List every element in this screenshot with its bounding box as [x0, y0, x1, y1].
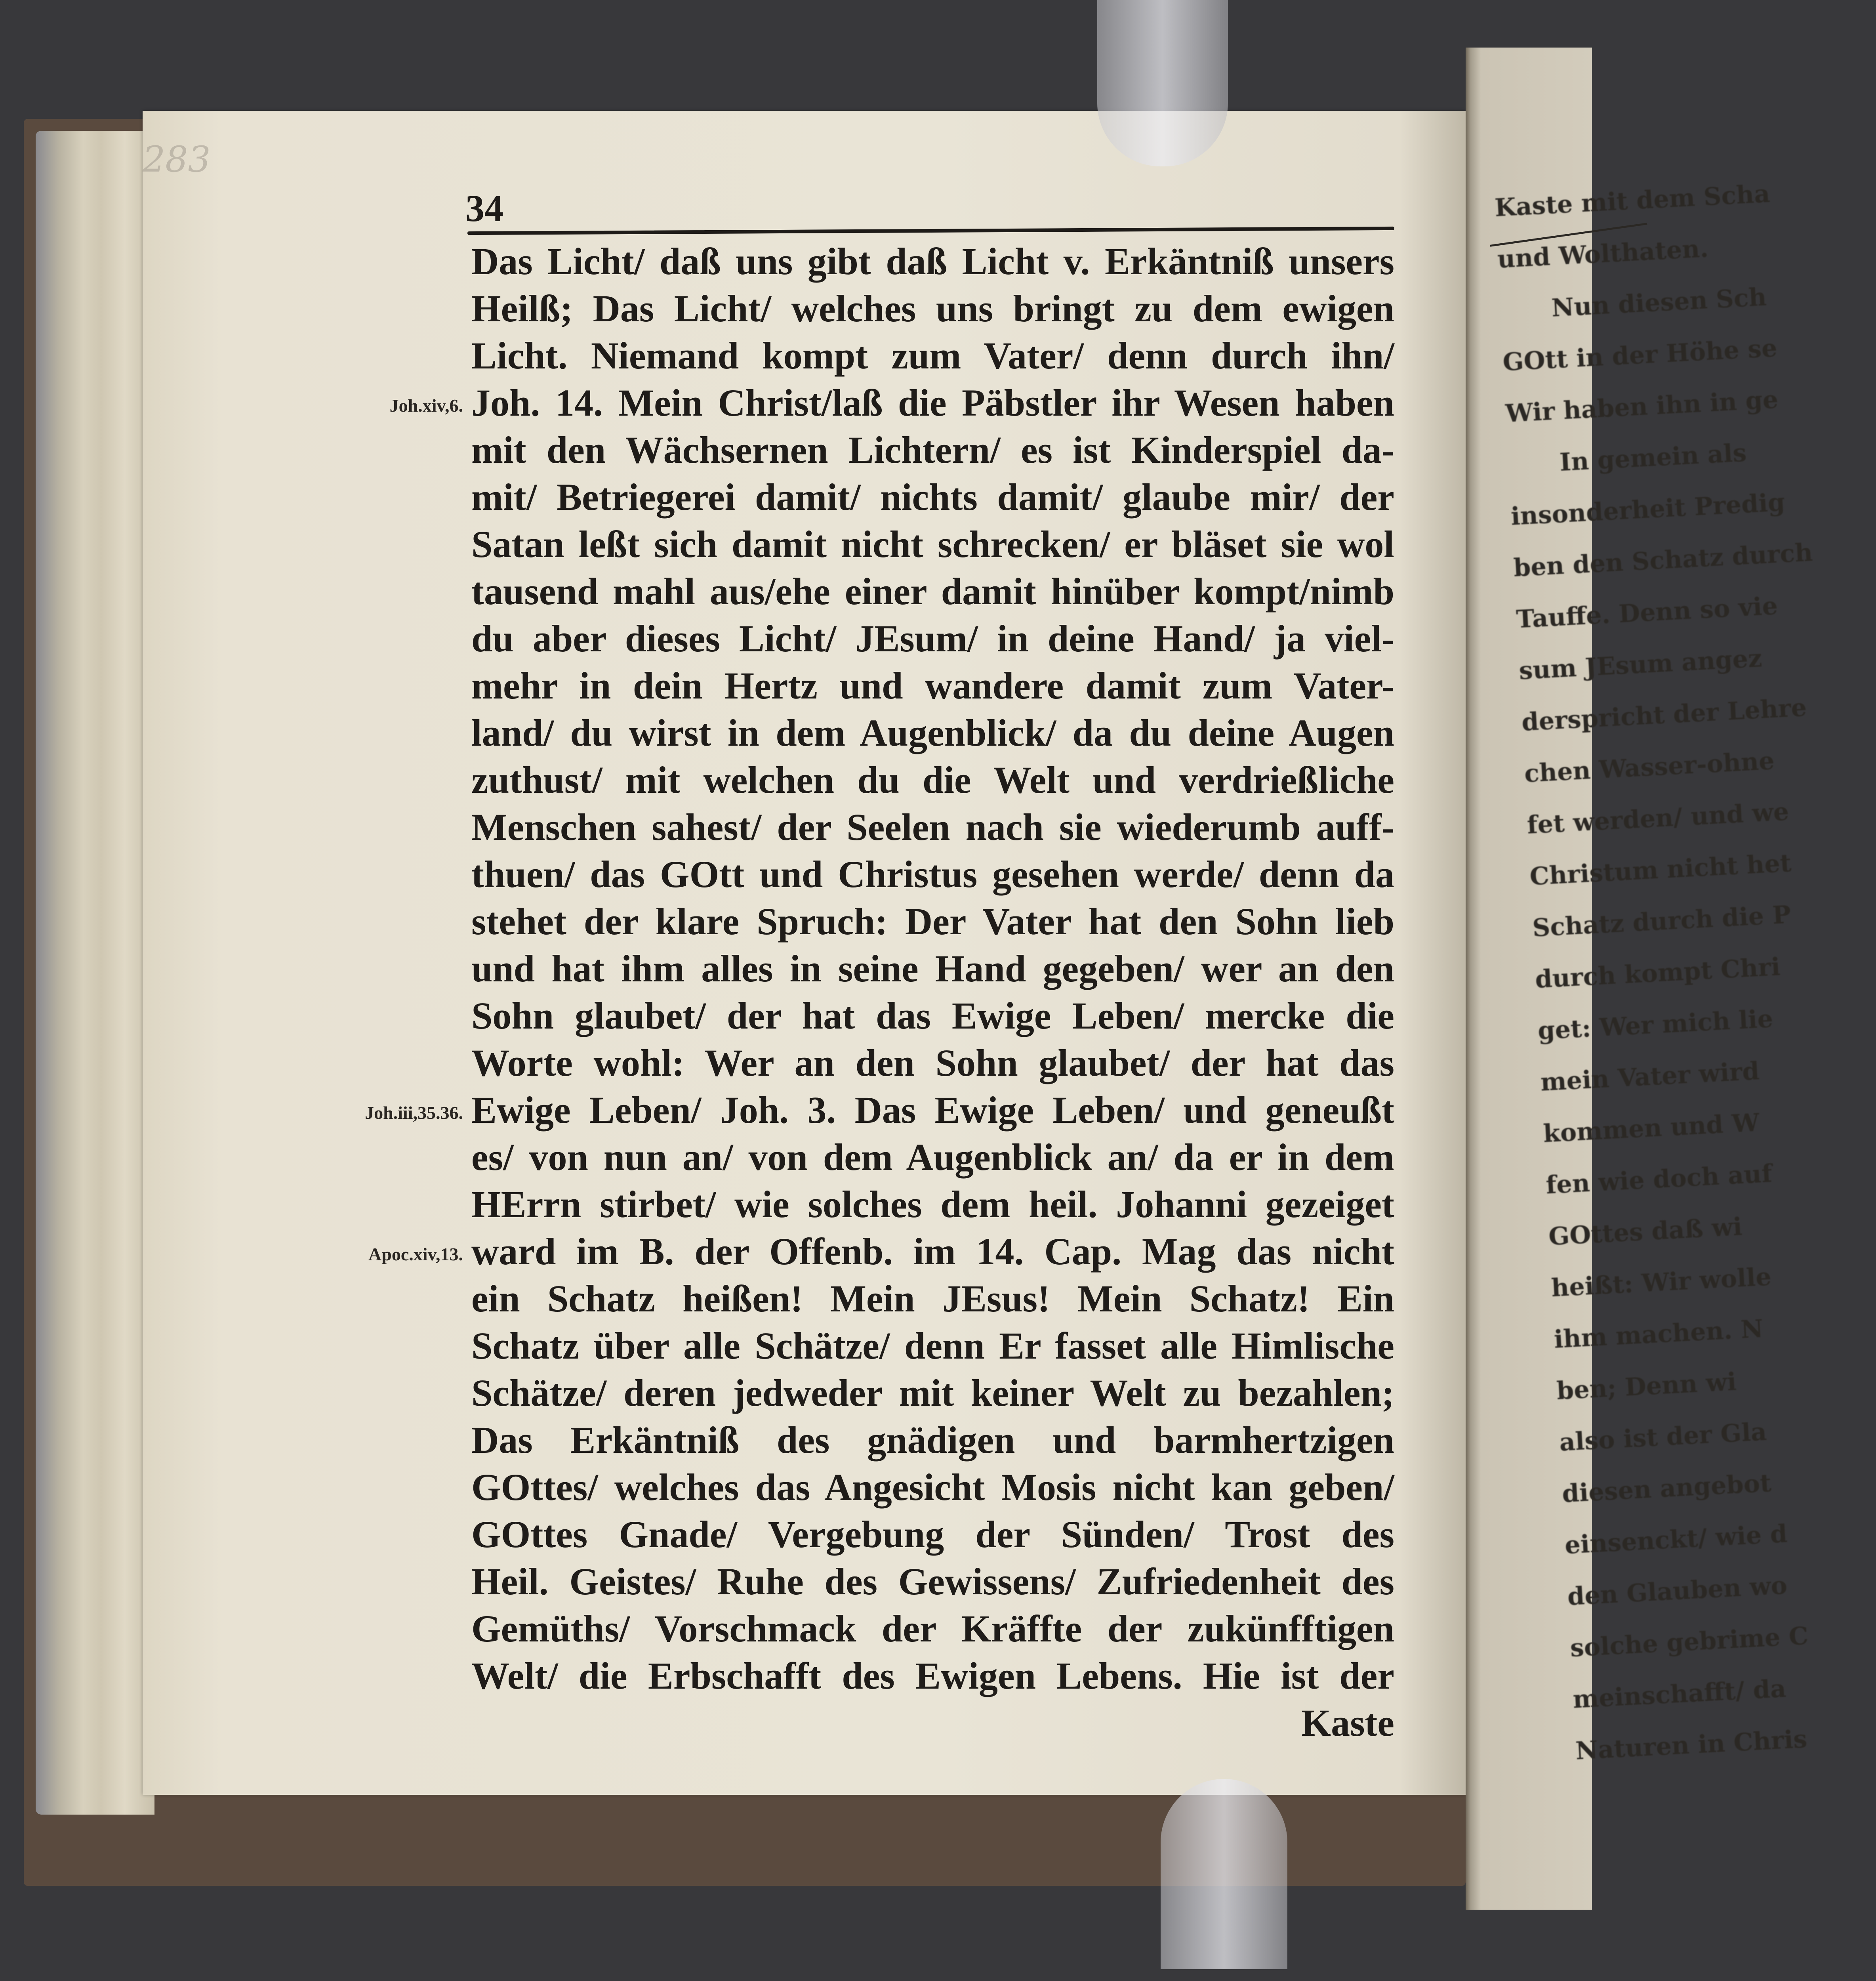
text-line: land/ du wirst in dem Augenblick/ da du deine Augen — [471, 712, 1394, 754]
facing-text-line: diesen angebot — [1561, 1468, 1772, 1508]
facing-text-line: Tauffe. Denn so vie — [1515, 591, 1779, 634]
text-line: Menschen sahest/ der Seelen nach sie wiederumb auff- — [471, 806, 1394, 848]
text-line: ein Schatz heißen! Mein JEsus! Mein Schatz! Ein — [471, 1277, 1394, 1320]
text-line: Heilß; Das Licht/ welches uns bringt zu dem ewigen — [471, 287, 1394, 330]
text-line: HErrn stirbet/ wie solches dem heil. Johanni gezeiget — [471, 1183, 1394, 1225]
facing-text-line: also ist der Gla — [1558, 1417, 1767, 1457]
facing-text-line: insonderheit Predig — [1510, 487, 1786, 531]
facing-text-line: fen wie doch auf — [1545, 1158, 1773, 1200]
text-line: du aber dieses Licht/ JEsum/ in deine Hand/ ja viel- — [471, 617, 1394, 660]
text-line: Schatz über alle Schätze/ denn Er fasset alle Himlische — [471, 1324, 1394, 1367]
facing-text-line: und Wolthaten. — [1497, 233, 1709, 274]
facing-text-line: ben; Denn wi — [1556, 1367, 1737, 1405]
text-line: GOttes Gnade/ Vergebung der Sünden/ Trost des — [471, 1513, 1394, 1555]
text-line: Satan leßt sich damit nicht schrecken/ er bläset sie wol — [471, 523, 1394, 565]
text-line: Das Erkäntniß des gnädigen und barmhertzigen — [471, 1419, 1394, 1461]
facing-text-line: ben den Schatz durch — [1513, 538, 1813, 582]
facing-text-line: Nun diesen Sch — [1550, 282, 1767, 323]
text-line: thuen/ das GOtt und Christus gesehen werde/ denn da — [471, 853, 1394, 895]
facing-text-line: GOtt in der Höhe se — [1502, 333, 1778, 377]
text-line: Schätze/ deren jedweder mit keiner Welt zu bezahlen; — [471, 1372, 1394, 1414]
facing-text-line: get: Wer mich lie — [1537, 1004, 1774, 1046]
text-line: Sohn glaubet/ der hat das Ewige Leben/ mercke die — [471, 994, 1394, 1037]
text-line: mit/ Betriegerei damit/ nichts damit/ glaube mir/ der — [471, 476, 1394, 518]
facing-text-line: mein Vater wird — [1540, 1056, 1760, 1097]
page-edges — [36, 131, 154, 1815]
text-line: Ewige Leben/ Joh. 3. Das Ewige Leben/ und geneußt — [471, 1089, 1394, 1131]
facing-text-line: Wir haben ihn in ge — [1504, 385, 1779, 428]
text-line: es/ von nun an/ von dem Augenblick an/ da er in dem — [471, 1136, 1394, 1178]
facing-text-line: In gemein als — [1559, 438, 1747, 477]
text-line: Worte wohl: Wer an den Sohn glaubet/ der hat das — [471, 1042, 1394, 1084]
text-line: Joh. 14. Mein Christ/laß die Päbstler ihr Wesen haben — [471, 382, 1394, 424]
handwritten-folio-note: 283 — [143, 139, 211, 180]
text-line: Das Licht/ daß uns gibt daß Licht v. Erkäntniß unsers — [471, 240, 1394, 282]
text-line: mehr in dein Hertz und wandere damit zum Vater- — [471, 664, 1394, 707]
facing-text-line: meinschafft/ da — [1572, 1674, 1787, 1714]
text-line: tausend mahl aus/ehe einer damit hinüber kompt/nimb — [471, 570, 1394, 613]
text-line: Heil. Geistes/ Ruhe des Gewissens/ Zufriedenheit des — [471, 1560, 1394, 1603]
margin-note: Apoc.xiv,13. — [368, 1244, 463, 1264]
catchword: Kaste — [1301, 1702, 1394, 1744]
margin-note: Joh.xiv,6. — [389, 395, 463, 416]
facing-text-line: derspricht der Lehre — [1521, 693, 1807, 737]
facing-text-line: ihm machen. N — [1553, 1314, 1764, 1354]
facing-text-line: Naturen in Chris — [1575, 1724, 1808, 1765]
text-line: ward im B. der Offenb. im 14. Cap. Mag das nicht — [471, 1230, 1394, 1273]
facing-text-line: einsenckt/ wie d — [1564, 1519, 1788, 1560]
facing-text-line: den Glauben wo — [1567, 1571, 1788, 1611]
text-line: zuthust/ mit welchen du die Welt und verdrießliche — [471, 759, 1394, 801]
facing-text-line: solche gebrime C — [1569, 1621, 1809, 1662]
page-clip-top — [1097, 0, 1228, 166]
text-line: Licht. Niemand kompt zum Vater/ denn durch ihn/ — [471, 334, 1394, 377]
facing-text-line: heißt: Wir wolle — [1550, 1262, 1772, 1303]
facing-text-line: kommen und W — [1542, 1108, 1760, 1148]
text-line: mit den Wächsernen Lichtern/ es ist Kinderspiel da- — [471, 429, 1394, 471]
facing-text-line: durch kompt Chri — [1534, 952, 1781, 994]
facing-text-line: Kaste mit dem Scha — [1494, 179, 1771, 222]
text-line: Gemüths/ Vorschmack der Kräffte der zukünfftigen — [471, 1607, 1394, 1650]
text-line: Welt/ die Erbschafft des Ewigen Lebens. Hie ist der — [471, 1655, 1394, 1697]
page-clip-bottom — [1161, 1779, 1287, 1969]
facing-text-line: fet werden/ und we — [1526, 797, 1790, 840]
body-text — [471, 238, 1394, 1746]
text-line: GOttes/ welches das Angesicht Mosis nicht kan geben/ — [471, 1466, 1394, 1508]
facing-page-text — [1493, 170, 1814, 1777]
text-line: stehet der klare Spruch: Der Vater hat den Sohn lieb — [471, 900, 1394, 943]
facing-text-line: sum JEsum angez — [1518, 643, 1763, 685]
facing-text-line: Schatz durch die P — [1531, 900, 1792, 943]
facing-page — [1466, 48, 1813, 1910]
facing-text-line: chen Wasser-ohne — [1523, 746, 1775, 788]
facing-text-line: Christum nicht het — [1529, 848, 1792, 891]
page-number: 34 — [465, 187, 503, 229]
text-line: und hat ihm alles in seine Hand gegeben/ wer an den — [471, 947, 1394, 990]
margin-note: Joh.iii,35.36. — [365, 1103, 463, 1123]
facing-text-line: GOttes daß wi — [1548, 1212, 1743, 1251]
